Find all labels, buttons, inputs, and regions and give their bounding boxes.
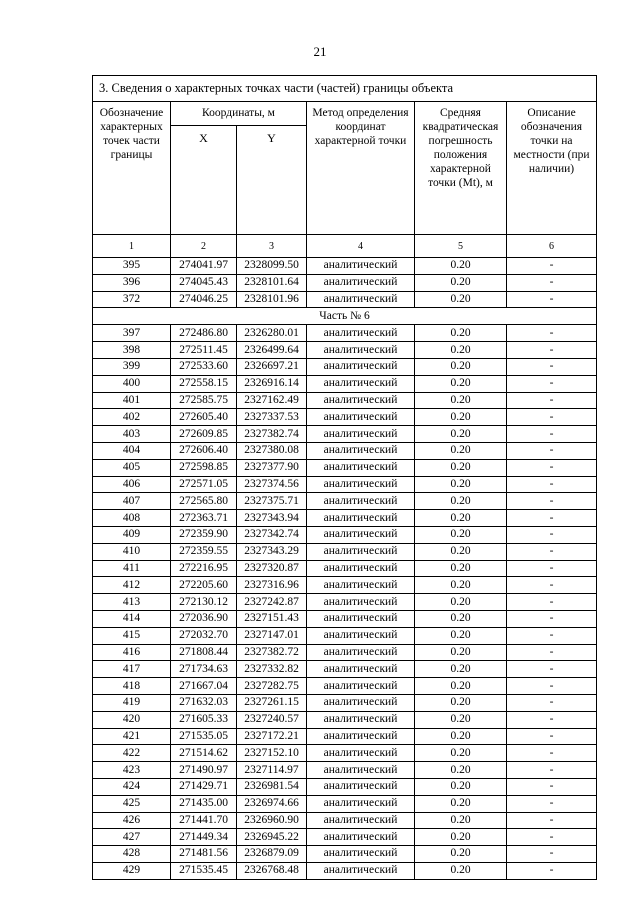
coord-x: 272486.80 — [171, 325, 237, 342]
point-number: 425 — [93, 795, 171, 812]
coord-x: 272036.90 — [171, 610, 237, 627]
method: аналитический — [307, 795, 415, 812]
coord-x: 271808.44 — [171, 644, 237, 661]
table-row — [93, 510, 597, 527]
coord-x: 271667.04 — [171, 678, 237, 695]
table-row — [93, 526, 597, 543]
error-mt: 0.20 — [415, 711, 507, 728]
point-number: 408 — [93, 510, 171, 527]
method: аналитический — [307, 762, 415, 779]
table-row — [93, 728, 597, 745]
point-number: 405 — [93, 459, 171, 476]
coord-y: 2326981.54 — [237, 778, 307, 795]
error-mt: 0.20 — [415, 274, 507, 291]
error-mt: 0.20 — [415, 392, 507, 409]
description: - — [507, 846, 597, 863]
coord-y: 2326960.90 — [237, 812, 307, 829]
point-number: 417 — [93, 661, 171, 678]
point-number: 415 — [93, 627, 171, 644]
coord-x: 271481.56 — [171, 846, 237, 863]
table-row — [93, 459, 597, 476]
table-row — [93, 644, 597, 661]
description: - — [507, 694, 597, 711]
error-mt: 0.20 — [415, 442, 507, 459]
error-mt: 0.20 — [415, 762, 507, 779]
error-mt: 0.20 — [415, 409, 507, 426]
error-mt: 0.20 — [415, 778, 507, 795]
description: - — [507, 594, 597, 611]
error-mt: 0.20 — [415, 644, 507, 661]
header-error: Средняя квадратическая погрешность положения характерной точки (Mt), м — [415, 102, 507, 235]
coord-x: 274045.43 — [171, 274, 237, 291]
coord-y: 2328101.64 — [237, 274, 307, 291]
coord-x: 272609.85 — [171, 426, 237, 443]
coord-y: 2326768.48 — [237, 862, 307, 879]
coord-x: 272606.40 — [171, 442, 237, 459]
error-mt: 0.20 — [415, 694, 507, 711]
method: аналитический — [307, 459, 415, 476]
method: аналитический — [307, 627, 415, 644]
method: аналитический — [307, 274, 415, 291]
header-x: X — [171, 126, 237, 235]
coord-y: 2327240.57 — [237, 711, 307, 728]
description: - — [507, 577, 597, 594]
description: - — [507, 678, 597, 695]
error-mt: 0.20 — [415, 560, 507, 577]
coord-x: 272571.05 — [171, 476, 237, 493]
point-number: 414 — [93, 610, 171, 627]
header-method: Метод определения координат характерной точки — [307, 102, 415, 235]
method: аналитический — [307, 694, 415, 711]
column-number: 1 — [93, 235, 171, 258]
point-number: 429 — [93, 862, 171, 879]
point-number: 427 — [93, 829, 171, 846]
point-number: 372 — [93, 291, 171, 308]
method: аналитический — [307, 728, 415, 745]
description: - — [507, 493, 597, 510]
method: аналитический — [307, 778, 415, 795]
coord-y: 2326879.09 — [237, 846, 307, 863]
error-mt: 0.20 — [415, 510, 507, 527]
coord-x: 271490.97 — [171, 762, 237, 779]
coord-y: 2327162.49 — [237, 392, 307, 409]
header-coordinates: Координаты, м — [171, 102, 307, 126]
error-mt: 0.20 — [415, 476, 507, 493]
point-number: 407 — [93, 493, 171, 510]
coord-x: 271734.63 — [171, 661, 237, 678]
method: аналитический — [307, 661, 415, 678]
method: аналитический — [307, 358, 415, 375]
coord-y: 2327382.72 — [237, 644, 307, 661]
coord-x: 272511.45 — [171, 342, 237, 359]
coord-x: 272205.60 — [171, 577, 237, 594]
error-mt: 0.20 — [415, 795, 507, 812]
method: аналитический — [307, 510, 415, 527]
description: - — [507, 526, 597, 543]
coord-y: 2327343.94 — [237, 510, 307, 527]
coord-y: 2327343.29 — [237, 543, 307, 560]
section-title: 3. Сведения о характерных точках части (частей) границы объекта — [93, 76, 597, 102]
table-row — [93, 274, 597, 291]
part-label: Часть № 6 — [93, 308, 597, 325]
table-row — [93, 711, 597, 728]
point-number: 398 — [93, 342, 171, 359]
point-number: 412 — [93, 577, 171, 594]
coord-y: 2326916.14 — [237, 375, 307, 392]
description: - — [507, 862, 597, 879]
description: - — [507, 762, 597, 779]
boundary-points-table — [92, 75, 597, 880]
description: - — [507, 375, 597, 392]
column-number: 4 — [307, 235, 415, 258]
description: - — [507, 325, 597, 342]
error-mt: 0.20 — [415, 846, 507, 863]
coord-y: 2327114.97 — [237, 762, 307, 779]
point-number: 404 — [93, 442, 171, 459]
table-row — [93, 426, 597, 443]
point-number: 406 — [93, 476, 171, 493]
coord-x: 272565.80 — [171, 493, 237, 510]
coord-y: 2326280.01 — [237, 325, 307, 342]
table-row — [93, 627, 597, 644]
table-row — [93, 594, 597, 611]
table-row — [93, 694, 597, 711]
method: аналитический — [307, 409, 415, 426]
description: - — [507, 392, 597, 409]
description: - — [507, 358, 597, 375]
error-mt: 0.20 — [415, 325, 507, 342]
coord-y: 2328099.50 — [237, 258, 307, 275]
coord-x: 272605.40 — [171, 409, 237, 426]
error-mt: 0.20 — [415, 594, 507, 611]
column-number: 6 — [507, 235, 597, 258]
coord-y: 2326697.21 — [237, 358, 307, 375]
coord-y: 2326499.64 — [237, 342, 307, 359]
error-mt: 0.20 — [415, 627, 507, 644]
error-mt: 0.20 — [415, 526, 507, 543]
coord-x: 271514.62 — [171, 745, 237, 762]
coord-x: 272130.12 — [171, 594, 237, 611]
error-mt: 0.20 — [415, 577, 507, 594]
table-row — [93, 342, 597, 359]
coord-x: 272359.55 — [171, 543, 237, 560]
point-number: 416 — [93, 644, 171, 661]
table-row — [93, 291, 597, 308]
point-number: 395 — [93, 258, 171, 275]
description: - — [507, 543, 597, 560]
error-mt: 0.20 — [415, 375, 507, 392]
coord-y: 2327316.96 — [237, 577, 307, 594]
error-mt: 0.20 — [415, 358, 507, 375]
point-number: 410 — [93, 543, 171, 560]
coord-x: 272558.15 — [171, 375, 237, 392]
description: - — [507, 644, 597, 661]
method: аналитический — [307, 426, 415, 443]
table-row — [93, 778, 597, 795]
page-number: 21 — [313, 44, 327, 59]
method: аналитический — [307, 610, 415, 627]
description: - — [507, 409, 597, 426]
point-number: 401 — [93, 392, 171, 409]
description: - — [507, 795, 597, 812]
table-row — [93, 543, 597, 560]
table-row — [93, 846, 597, 863]
method: аналитический — [307, 342, 415, 359]
table-row — [93, 358, 597, 375]
description: - — [507, 476, 597, 493]
header-y: Y — [237, 126, 307, 235]
coord-y: 2327374.56 — [237, 476, 307, 493]
error-mt: 0.20 — [415, 745, 507, 762]
description: - — [507, 711, 597, 728]
method: аналитический — [307, 678, 415, 695]
method: аналитический — [307, 829, 415, 846]
point-number: 411 — [93, 560, 171, 577]
error-mt: 0.20 — [415, 426, 507, 443]
coord-x: 272533.60 — [171, 358, 237, 375]
table-row — [93, 762, 597, 779]
coord-y: 2327152.10 — [237, 745, 307, 762]
table-row — [93, 577, 597, 594]
coord-x: 271535.45 — [171, 862, 237, 879]
point-number: 419 — [93, 694, 171, 711]
point-number: 403 — [93, 426, 171, 443]
table-row — [93, 325, 597, 342]
error-mt: 0.20 — [415, 728, 507, 745]
coord-y: 2327332.82 — [237, 661, 307, 678]
description: - — [507, 510, 597, 527]
point-number: 422 — [93, 745, 171, 762]
table-row — [93, 375, 597, 392]
coord-x: 271632.03 — [171, 694, 237, 711]
coord-y: 2327151.43 — [237, 610, 307, 627]
coord-x: 271535.05 — [171, 728, 237, 745]
point-number: 399 — [93, 358, 171, 375]
coord-y: 2327242.87 — [237, 594, 307, 611]
description: - — [507, 829, 597, 846]
point-number: 423 — [93, 762, 171, 779]
table-row — [93, 476, 597, 493]
coord-y: 2327337.53 — [237, 409, 307, 426]
method: аналитический — [307, 526, 415, 543]
description: - — [507, 442, 597, 459]
table-row — [93, 745, 597, 762]
point-number: 409 — [93, 526, 171, 543]
coord-y: 2327377.90 — [237, 459, 307, 476]
method: аналитический — [307, 711, 415, 728]
point-number: 397 — [93, 325, 171, 342]
method: аналитический — [307, 644, 415, 661]
coord-y: 2327342.74 — [237, 526, 307, 543]
table-row — [93, 493, 597, 510]
coord-x: 272585.75 — [171, 392, 237, 409]
table-row — [93, 661, 597, 678]
point-number: 421 — [93, 728, 171, 745]
coord-y: 2326974.66 — [237, 795, 307, 812]
method: аналитический — [307, 812, 415, 829]
point-number: 402 — [93, 409, 171, 426]
description: - — [507, 459, 597, 476]
coord-y: 2327380.08 — [237, 442, 307, 459]
coord-y: 2327282.75 — [237, 678, 307, 695]
method: аналитический — [307, 577, 415, 594]
error-mt: 0.20 — [415, 543, 507, 560]
error-mt: 0.20 — [415, 459, 507, 476]
error-mt: 0.20 — [415, 258, 507, 275]
coord-x: 272216.95 — [171, 560, 237, 577]
column-number: 3 — [237, 235, 307, 258]
coord-x: 272032.70 — [171, 627, 237, 644]
point-number: 420 — [93, 711, 171, 728]
coord-y: 2327375.71 — [237, 493, 307, 510]
error-mt: 0.20 — [415, 829, 507, 846]
description: - — [507, 728, 597, 745]
description: - — [507, 627, 597, 644]
description: - — [507, 610, 597, 627]
error-mt: 0.20 — [415, 862, 507, 879]
description: - — [507, 812, 597, 829]
error-mt: 0.20 — [415, 661, 507, 678]
table-row — [93, 795, 597, 812]
column-number: 2 — [171, 235, 237, 258]
coord-x: 271449.34 — [171, 829, 237, 846]
coord-x: 271605.33 — [171, 711, 237, 728]
coord-x: 274046.25 — [171, 291, 237, 308]
coord-y: 2327147.01 — [237, 627, 307, 644]
description: - — [507, 560, 597, 577]
method: аналитический — [307, 745, 415, 762]
method: аналитический — [307, 375, 415, 392]
coord-x: 272363.71 — [171, 510, 237, 527]
point-number: 424 — [93, 778, 171, 795]
error-mt: 0.20 — [415, 342, 507, 359]
coord-x: 272359.90 — [171, 526, 237, 543]
method: аналитический — [307, 862, 415, 879]
method: аналитический — [307, 325, 415, 342]
point-number: 413 — [93, 594, 171, 611]
table-row — [93, 678, 597, 695]
table-row — [93, 258, 597, 275]
description: - — [507, 661, 597, 678]
method: аналитический — [307, 258, 415, 275]
method: аналитический — [307, 560, 415, 577]
description: - — [507, 274, 597, 291]
coord-y: 2328101.96 — [237, 291, 307, 308]
method: аналитический — [307, 493, 415, 510]
method: аналитический — [307, 846, 415, 863]
point-number: 426 — [93, 812, 171, 829]
coord-x: 271429.71 — [171, 778, 237, 795]
column-number: 5 — [415, 235, 507, 258]
description: - — [507, 778, 597, 795]
table-row — [93, 812, 597, 829]
point-number: 428 — [93, 846, 171, 863]
description: - — [507, 258, 597, 275]
coord-y: 2327320.87 — [237, 560, 307, 577]
table-row — [93, 829, 597, 846]
table-row — [93, 392, 597, 409]
coord-x: 271435.00 — [171, 795, 237, 812]
method: аналитический — [307, 291, 415, 308]
coord-y: 2326945.22 — [237, 829, 307, 846]
coord-y: 2327172.21 — [237, 728, 307, 745]
error-mt: 0.20 — [415, 678, 507, 695]
point-number: 418 — [93, 678, 171, 695]
method: аналитический — [307, 392, 415, 409]
point-number: 396 — [93, 274, 171, 291]
error-mt: 0.20 — [415, 291, 507, 308]
description: - — [507, 426, 597, 443]
description: - — [507, 291, 597, 308]
method: аналитический — [307, 594, 415, 611]
error-mt: 0.20 — [415, 812, 507, 829]
description: - — [507, 745, 597, 762]
header-description: Описание обозначения точки на местности (при наличии) — [507, 102, 597, 235]
table-row — [93, 560, 597, 577]
coord-y: 2327382.74 — [237, 426, 307, 443]
table-row — [93, 610, 597, 627]
error-mt: 0.20 — [415, 493, 507, 510]
table-row — [93, 442, 597, 459]
description: - — [507, 342, 597, 359]
method: аналитический — [307, 442, 415, 459]
coord-x: 274041.97 — [171, 258, 237, 275]
part-row — [93, 308, 597, 325]
table-row — [93, 409, 597, 426]
coord-y: 2327261.15 — [237, 694, 307, 711]
error-mt: 0.20 — [415, 610, 507, 627]
coord-x: 272598.85 — [171, 459, 237, 476]
table-row — [93, 862, 597, 879]
coord-x: 271441.70 — [171, 812, 237, 829]
method: аналитический — [307, 543, 415, 560]
point-number: 400 — [93, 375, 171, 392]
header-designation: Обозначение характерных точек части границы — [93, 102, 171, 235]
method: аналитический — [307, 476, 415, 493]
